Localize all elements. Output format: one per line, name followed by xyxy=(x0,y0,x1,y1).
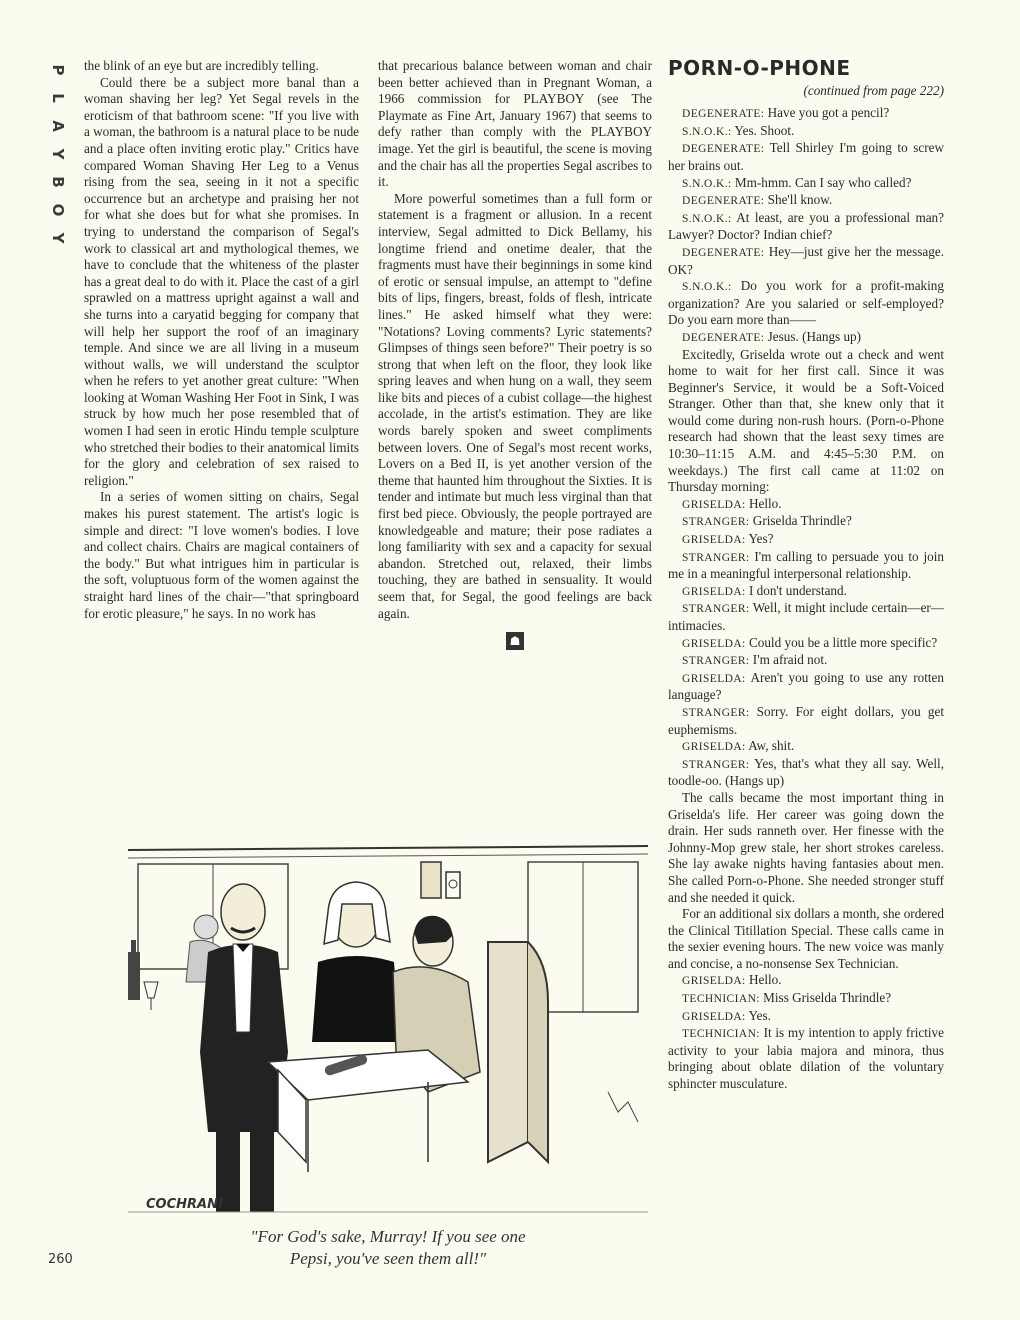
running-head-letter: P xyxy=(49,64,67,76)
dialogue-line xyxy=(668,670,944,704)
running-head-letter: A xyxy=(49,120,67,132)
line-text: The calls became the most important thing in Griselda's life. Her career was going down the drain. Her suds ranneth over. Her finesse with the Johnny-Mop grew stale, her short strokes careless. She lay awake nights having fantasies about men. She called Porn-o-Phone. She needed stronger stuff and she needed it quick. xyxy=(668,789,944,905)
cartoon-illustration xyxy=(128,832,648,1222)
running-head-letter: B xyxy=(49,176,67,188)
line-text: At least, are you a professional man? Lawyer? Doctor? Indian chief? xyxy=(668,209,944,243)
speaker-label: GRISELDA: xyxy=(682,975,746,988)
line-text: Do you work for a profit-making organization? Are you salaried or self-employed? Do you earn more than—— xyxy=(668,278,944,328)
speaker-label: S.N.O.K.: xyxy=(682,281,732,294)
speaker-label: S.N.O.K.: xyxy=(682,177,732,190)
speaker-label: STRANGER: xyxy=(682,516,750,529)
dialogue-line xyxy=(668,549,944,583)
speaker-label: GRISELDA: xyxy=(682,585,746,598)
line-text: Griselda Thrindle? xyxy=(752,513,852,529)
speaker-label: GRISELDA: xyxy=(682,672,746,685)
line-text: Yes. xyxy=(748,1007,771,1023)
speaker-label: GRISELDA: xyxy=(682,534,746,547)
dialogue-line xyxy=(668,140,944,174)
paragraph xyxy=(668,347,944,496)
line-text: Sorry. For eight dollars, you get euphemisms. xyxy=(668,703,945,737)
column-3 xyxy=(668,56,945,1093)
paragraph xyxy=(668,790,944,906)
line-text: Have you got a pencil? xyxy=(767,105,890,121)
speaker-label: TECHNICIAN: xyxy=(682,1028,760,1041)
line-text: I'm afraid not. xyxy=(752,652,828,668)
paragraph: Could there be a subject more banal than a woman shaving her leg? Yet Segal revels in the eroticism of that bathroom scene: "If you live with a woman, the bathroom is a natural place to be nude and a place often inviting erotic play." Critics have compared Woman Shaving Her Leg to a Venus rising from the sea, seeing in it not a specific occurrence but an archetype and praising her not for what she does but for what she promises. In trying to understand the comparison of Segal's work to classical art and mythological themes, we have to conclude that the whiteness of the plaster has a great deal to do with it. Place the cast of a girl sprawled on a mattress upright against a wall and she turns into a caryatid begging for company that will help her support the roof of an imaginary temple. And since we are all living in a museum without walls, we will understand the sculptor when he refers to yet another great culture: "When looking at Woman Washing Her Foot in Sink, I was struck by how much her pose resembled that of women I had seen in erotic Hindu temple sculpture who stretched their bodies to their anatomical limits for the glory and celebration of sex raised to religion." xyxy=(84,74,360,488)
line-text: Hello. xyxy=(748,972,782,988)
dialogue-line xyxy=(668,652,944,670)
line-text: Aren't you going to use any rotten language? xyxy=(668,669,944,703)
dialogue-line xyxy=(668,513,944,531)
line-text: Well, it might include certain—er—intimacies. xyxy=(668,600,945,633)
paragraph: the blink of an eye but are incredibly telling. xyxy=(84,58,319,73)
line-text: She'll know. xyxy=(767,192,833,208)
paragraph: More powerful sometimes than a full form or statement is a fragment or allusion. In a recent interview, Segal admitted to Dick Bellamy, his longtime friend and onetime dealer, that the fragments must have their beginnings in some kind of erotic or sensual impulse, an attempt to "define bits of lips, fingers, breast, folds of flesh, intricate lines." He asked himself what they were: "Notations? Loving comments? Lyric statements? Glimpses of things seen before?" Their poetry is so strong that when left on the floor, they look like spring leaves and when hung on a wall, they seem like bits and pieces of a cubist collage—the highest accolade, in the artist's estimation. They are like words barely spoken and sweet compliments between lovers. One of Segal's most recent works, Lovers on a Bed II, is yet another version of the theme that haunted him throughout the Sixties. It is tender and intimate but much less virginal than that first bed piece. Obviously, the people portrayed are knowledgeable and mature; their pose radiates a long familiarity with sex and a capacity for sexual abandon. Stretched out, relaxed, their limbs touching, they are bathed in sensuality. It would seem that, for Segal, the good feelings are back again. xyxy=(378,190,652,621)
dialogue-line xyxy=(668,635,944,653)
line-text: Hey—just give her the message. OK? xyxy=(668,243,945,277)
speaker-label: GRISELDA: xyxy=(682,741,746,754)
speaker-label: GRISELDA: xyxy=(682,1010,746,1023)
dialogue-line xyxy=(668,175,944,193)
running-head-letter: Y xyxy=(49,148,67,160)
line-text: Aw, shit. xyxy=(748,738,795,754)
line-text: Hello. xyxy=(748,495,782,511)
line-text: Yes. Shoot. xyxy=(734,122,795,138)
speaker-label: DEGENERATE: xyxy=(682,108,765,121)
dialogue-line xyxy=(668,192,944,210)
speaker-label: STRANGER: xyxy=(682,655,750,668)
speaker-label: STRANGER: xyxy=(682,551,750,564)
line-text: Yes, that's what they all say. Well, toodle-oo. (Hangs up) xyxy=(668,755,945,789)
dialogue-line xyxy=(668,123,944,141)
caption-line: "For God's sake, Murray! If you see one xyxy=(250,1227,526,1246)
line-text: Tell Shirley I'm going to screw her brains out. xyxy=(668,140,944,173)
line-text: Miss Griselda Thrindle? xyxy=(763,990,892,1006)
line-text: Mm-hmm. Can I say who called? xyxy=(734,174,912,190)
page-number: 260 xyxy=(48,1252,73,1267)
end-mark-icon: ☗ xyxy=(506,632,524,650)
dialogue-line xyxy=(668,756,944,790)
dialogue-line xyxy=(668,210,944,244)
continued-note: (continued from page 222) xyxy=(803,82,944,98)
speaker-label: DEGENERATE: xyxy=(682,246,765,259)
dialogue-line xyxy=(668,972,944,990)
dialogue-line xyxy=(668,278,944,329)
dialogue-line xyxy=(668,704,944,738)
column-2 xyxy=(378,58,652,650)
running-head-letter: L xyxy=(49,93,67,103)
dialogue-line xyxy=(668,1025,944,1092)
paragraph: that precarious balance between woman and chair been better achieved than in Pregnant Woman, a 1966 commission for PLAYBOY (see The Playmate as Fine Art, January 1967) that seems to defy rather than comply with the PLAYBOY image. Yet the girl is beautiful, the scene is moving and the chair has all the properties Segal ascribes to it. xyxy=(378,58,652,190)
article-body xyxy=(668,105,944,1092)
speaker-label: GRISELDA: xyxy=(682,498,746,511)
cartoon-signature: COCHRAN! xyxy=(146,1197,224,1212)
article-heading: PORN-O-PHONE xyxy=(668,56,851,80)
dialogue-line xyxy=(668,105,944,123)
speaker-label: STRANGER: xyxy=(682,758,750,771)
dialogue-line xyxy=(668,1008,944,1026)
line-text: Jesus. (Hangs up) xyxy=(767,328,862,344)
dialogue-line xyxy=(668,583,944,601)
paragraph xyxy=(668,906,944,972)
caption-line: Pepsi, you've seen them all!" xyxy=(289,1249,487,1268)
running-head-letter: Y xyxy=(49,232,67,244)
speaker-label: STRANGER: xyxy=(682,603,750,616)
speaker-label: STRANGER: xyxy=(682,706,750,719)
line-text: I don't understand. xyxy=(748,582,847,598)
paragraph: In a series of women sitting on chairs, Segal makes his purest statement. The artist's logic is simple and direct: "I love women's bodies. I love and collect chairs. Chairs are magical containers of the body." But what intrigues him in particular is the soft, voluptuous form of the women against the straight hard lines of the chair—"that springboard for erotic pleasure," he says. In no work has xyxy=(84,489,359,621)
speaker-label: TECHNICIAN: xyxy=(682,993,760,1006)
running-head xyxy=(48,56,68,252)
cartoon-caption xyxy=(128,1226,648,1270)
running-head-letter: O xyxy=(49,203,67,217)
line-text: For an additional six dollars a month, she ordered the Clinical Titillation Special. These calls came in the sexier evening hours. The new voice was manly and concise, a no-nonsense Sex Technician. xyxy=(668,906,944,971)
dialogue-line xyxy=(668,244,944,278)
dialogue-line xyxy=(668,600,944,634)
speaker-label: DEGENERATE: xyxy=(682,331,765,344)
dialogue-line xyxy=(668,990,944,1008)
line-text: Excitedly, Griselda wrote out a check and went home to wait for her first call. Since it was Beginner's Service, it would be a Soft-Voiced Stranger. Other than that, she knew only that it would come during non-rush hours. (Porn-o-Phone research had shown that the least sexy times are 10:30–11:15 A.M. and 4:45–5:30 P.M. on weekdays.) The first call came at 11:02 on Thursday morning: xyxy=(668,346,944,495)
line-text: I'm calling to persuade you to join me in a meaningful interpersonal relationship. xyxy=(668,548,944,582)
column-1 xyxy=(84,58,359,622)
dialogue-line xyxy=(668,496,944,514)
dialogue-line xyxy=(668,531,944,549)
line-text: Yes? xyxy=(748,531,774,547)
dialogue-line xyxy=(668,329,944,347)
speaker-label: S.N.O.K.: xyxy=(682,212,732,225)
speaker-label: DEGENERATE: xyxy=(682,143,765,156)
line-text: It is my intention to apply frictive activity to your labia majora and minora, thus bringing about oblate dilation of the voluntary sphincter musculature. xyxy=(668,1025,945,1092)
speaker-label: GRISELDA: xyxy=(682,637,746,650)
dialogue-line xyxy=(668,738,944,756)
speaker-label: DEGENERATE: xyxy=(682,195,765,208)
line-text: Could you be a little more specific? xyxy=(748,634,938,650)
speaker-label: S.N.O.K.: xyxy=(682,125,732,138)
